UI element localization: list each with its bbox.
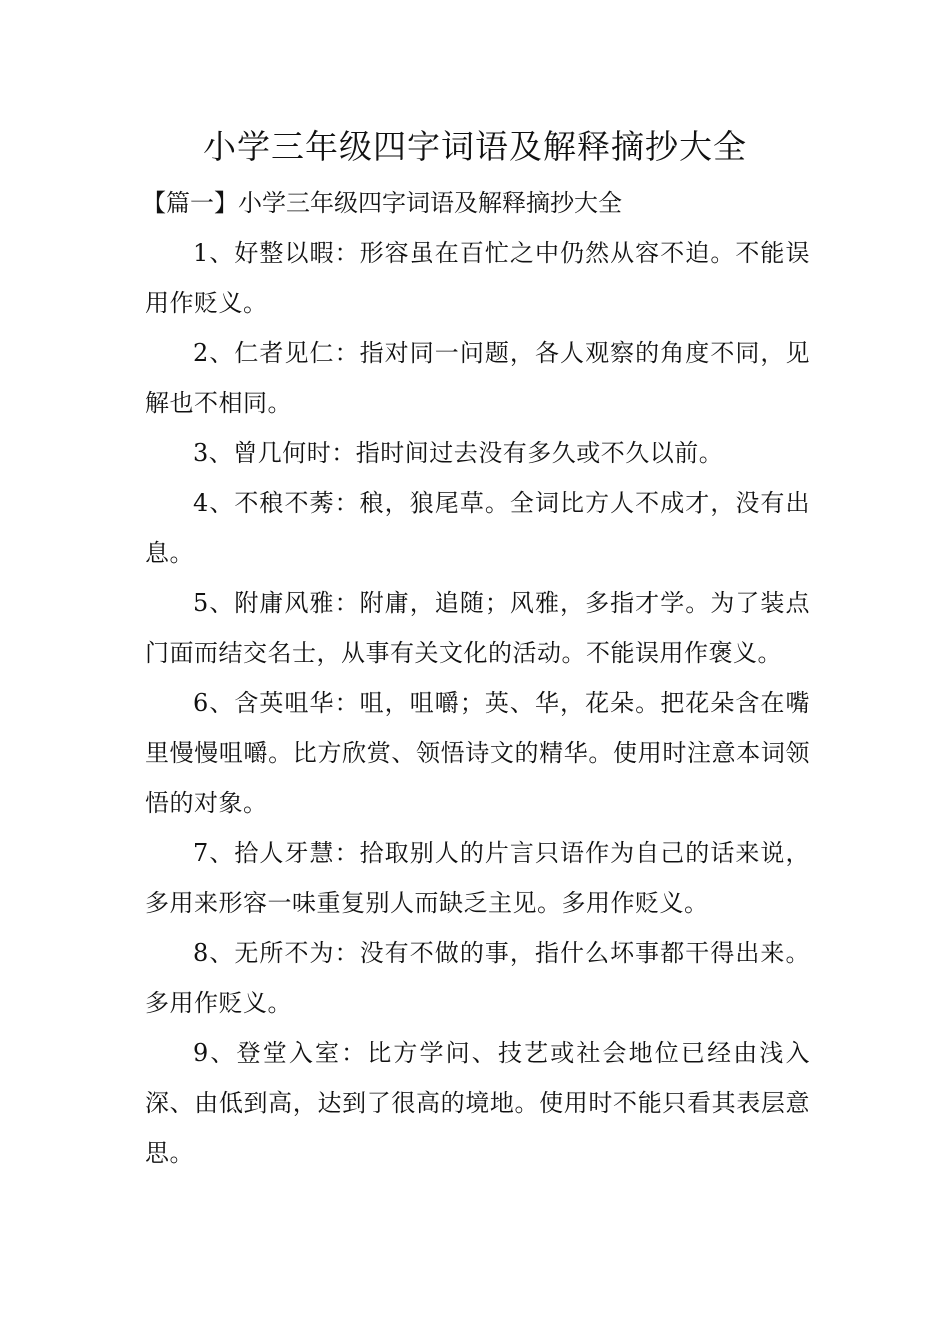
idiom-entry-1: 1、好整以暇：形容虽在百忙之中仍然从容不迫。不能误用作贬义。: [145, 239, 810, 317]
idiom-entry-5: 5、附庸风雅：附庸，追随；风雅，多指才学。为了装点门面而结交名士，从事有关文化的活动。不能误用作褒义。: [145, 589, 810, 667]
document-body: [142, 178, 810, 1178]
idiom-entry-8: 8、无所不为：没有不做的事，指什么坏事都干得出来。多用作贬义。: [145, 939, 810, 1017]
idiom-entry-7: 7、拾人牙慧：拾取别人的片言只语作为自己的话来说，多用来形容一味重复别人而缺乏主见。多用作贬义。: [145, 839, 810, 917]
idiom-entry-9: 9、登堂入室：比方学问、技艺或社会地位已经由浅入深、由低到高，达到了很高的境地。使用时不能只看其表层意思。: [145, 1039, 810, 1167]
section-heading: 【篇一】小学三年级四字词语及解释摘抄大全: [142, 189, 622, 217]
idiom-entry-2: 2、仁者见仁：指对同一问题，各人观察的角度不同，见解也不相同。: [145, 339, 810, 417]
idiom-entry-4: 4、不稂不莠：稂，狼尾草。全词比方人不成才，没有出息。: [145, 489, 810, 567]
idiom-entry-6: 6、含英咀华：咀，咀嚼；英、华，花朵。把花朵含在嘴里慢慢咀嚼。比方欣赏、领悟诗文的精华。使用时注意本词领悟的对象。: [145, 689, 810, 817]
idiom-entry-3: 3、曾几何时：指时间过去没有多久或不久以前。: [193, 439, 724, 467]
document-title: 小学三年级四字词语及解释摘抄大全: [203, 127, 747, 166]
